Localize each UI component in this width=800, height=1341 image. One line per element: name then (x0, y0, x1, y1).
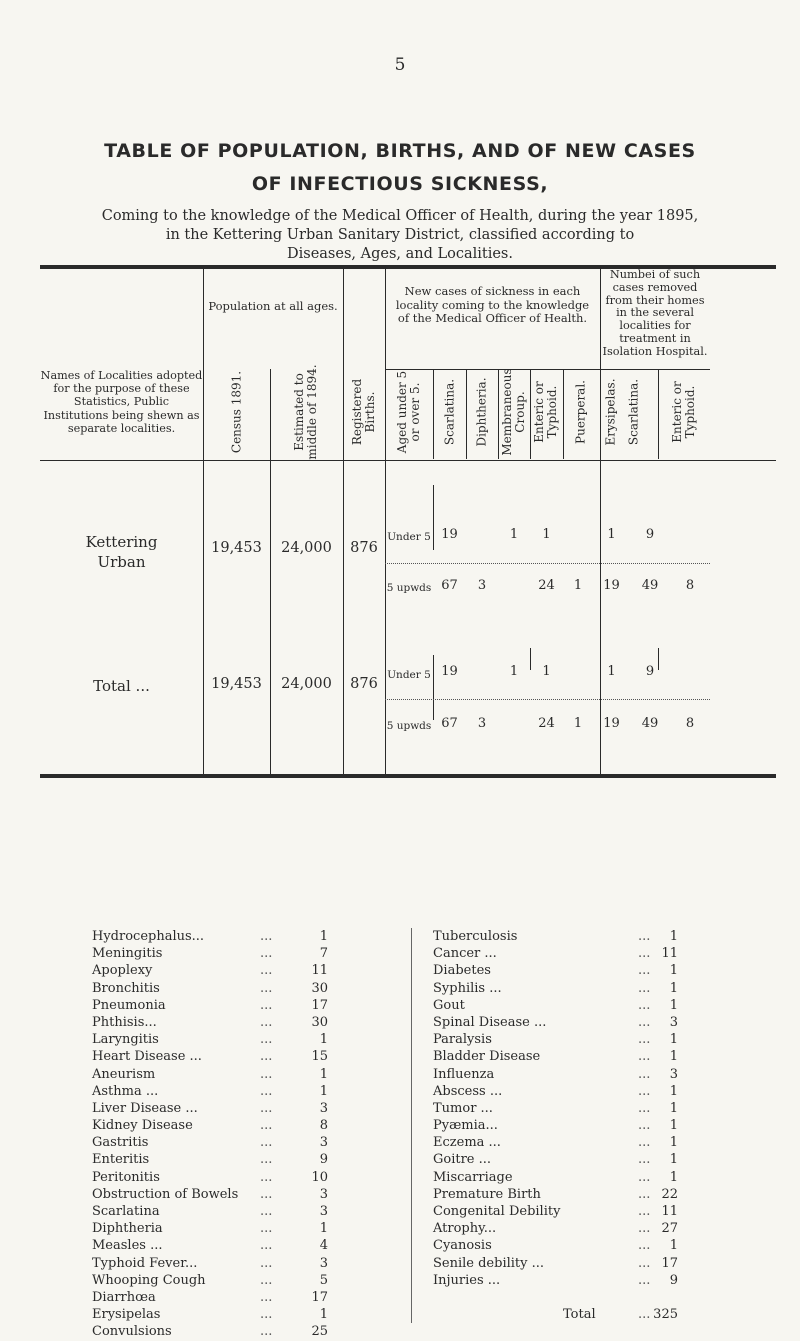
cause-name: Cancer ... (433, 946, 497, 962)
leader-dots: ... (638, 980, 651, 996)
leader-dots: ... (260, 1238, 273, 1254)
cause-name: Gout (433, 997, 465, 1013)
list-item (433, 1237, 678, 1254)
births-value: 876 (350, 676, 378, 692)
cause-count: 1 (669, 1152, 678, 1168)
leader-dots: ... (260, 1289, 273, 1305)
leader-dots: ... (638, 1221, 651, 1237)
leader-dots: ... (638, 1204, 651, 1219)
list-item (92, 1169, 328, 1186)
cause-count: 3 (319, 1135, 328, 1151)
cause-name: Asthma ... (92, 1083, 159, 1099)
list-item (92, 1289, 328, 1306)
leader-dots: ... (260, 1152, 273, 1168)
list-item (92, 997, 328, 1014)
cause-name: Liver Disease ... (92, 1100, 198, 1116)
cause-count: 17 (311, 997, 328, 1013)
header-membranous-croup: Membraneous Croup. (500, 368, 527, 456)
cause-name: Bladder Disease (433, 1049, 541, 1065)
cause-count: 27 (661, 1221, 678, 1237)
spacer (433, 1289, 678, 1306)
cause-name: Phthisis... (92, 1014, 157, 1030)
cause-count: 9 (669, 1272, 678, 1288)
list-item (433, 1134, 678, 1151)
list-item (92, 1014, 328, 1031)
cause-count: 1 (319, 929, 328, 944)
cell-value: 49 (641, 578, 659, 593)
cause-count: 22 (661, 1186, 678, 1202)
cause-count: 1 (669, 963, 678, 979)
leader-dots: ... (260, 1118, 273, 1134)
list-item (92, 1203, 328, 1220)
cause-count: 11 (311, 963, 328, 979)
cause-count: 3 (319, 1100, 328, 1116)
leader-dots: ... (260, 1066, 273, 1082)
cause-name: Measles ... (92, 1238, 163, 1254)
list-item (92, 945, 328, 962)
header-removed: Numbei of such cases removed from their homes in the several localities for treatment in Isolation Hospital. (602, 268, 708, 358)
cause-count: 11 (661, 946, 678, 962)
leader-dots: ... (638, 1186, 651, 1202)
cause-count: 7 (319, 946, 328, 962)
header-new-cases: New cases of sickness in each locality coming to the knowledge of the Medical Officer of Health. (395, 284, 590, 325)
list-item (92, 1134, 328, 1151)
estimated-value: 24,000 (281, 540, 332, 556)
cause-count: 1 (319, 1032, 328, 1048)
cause-name: Atrophy... (433, 1221, 497, 1237)
cause-name: Pyæmia... (433, 1118, 498, 1134)
table-row-locality: Kettering Urban (85, 533, 158, 571)
header-removed-enteric: Enteric or Typhoid. (670, 381, 697, 443)
cause-name: Bronchitis (92, 980, 160, 996)
column-divider (411, 928, 412, 1323)
list-item (92, 1255, 328, 1272)
cause-name: Laryngitis (92, 1032, 159, 1048)
causes-right-list (433, 928, 678, 1323)
cause-name: Diabetes (433, 963, 491, 979)
leader-dots: ... (260, 1049, 273, 1065)
header-enteric: Enteric or Typhoid. (532, 381, 559, 443)
list-item (433, 1066, 678, 1083)
table-bottom-rule (40, 774, 776, 778)
cause-count: 1 (669, 1238, 678, 1254)
leader-dots: ... (638, 963, 651, 979)
leader-dots: ... (260, 1032, 273, 1048)
cause-count: 25 (311, 1324, 328, 1340)
leader-dots: ... (638, 946, 651, 962)
cause-count: 1 (669, 997, 678, 1013)
list-item (433, 1117, 678, 1134)
cause-name: Spinal Disease ... (433, 1014, 547, 1030)
cause-count: 3 (669, 1014, 678, 1030)
cause-count: 1 (319, 1221, 328, 1237)
header-population: Population at all ages. (208, 299, 338, 313)
cell-value: 8 (685, 578, 695, 593)
cause-name: Syphilis ... (433, 980, 502, 996)
cause-count: 9 (319, 1152, 328, 1168)
list-item (433, 1083, 678, 1100)
cell-value: 67 (441, 578, 458, 593)
cause-name: Injuries ... (433, 1272, 501, 1288)
list-item (92, 1306, 328, 1323)
leader-dots: ... (260, 1255, 273, 1271)
page-title-line1: TABLE OF POPULATION, BIRTHS, AND OF NEW CASES (104, 140, 696, 162)
header-removed-scarlatina: Scarlatina. (626, 378, 641, 446)
cause-name: Gastritis (92, 1135, 149, 1151)
cause-count: 1 (669, 1083, 678, 1099)
cause-name: Pneumonia (92, 997, 166, 1013)
leader-dots: ... (260, 1083, 273, 1099)
age-label: Under 5 (387, 669, 431, 681)
list-item (92, 928, 328, 945)
cell-value: 1 (607, 664, 616, 679)
cause-count: 10 (311, 1169, 328, 1185)
list-item (433, 997, 678, 1014)
cause-count: 3 (319, 1186, 328, 1202)
list-item (92, 1066, 328, 1083)
leader-dots: ... (638, 1169, 651, 1185)
leader-dots: ... (260, 1324, 273, 1340)
list-item (92, 1220, 328, 1237)
leader-dots: ... (638, 1255, 651, 1271)
age-label: 5 upwds (386, 720, 432, 732)
list-item (433, 1014, 678, 1031)
cause-name: Scarlatina (92, 1204, 160, 1219)
header-scarlatina: Scarlatina. (442, 378, 457, 446)
leader-dots: ... (638, 1032, 651, 1048)
cell-value: 1 (573, 578, 583, 593)
total-count: 325 (653, 1307, 678, 1323)
census-value: 19,453 (211, 676, 262, 692)
total-label: Total (563, 1307, 596, 1323)
estimated-value: 24,000 (281, 676, 332, 692)
list-item (92, 1048, 328, 1065)
list-item (433, 1031, 678, 1048)
list-item (92, 1272, 328, 1289)
cause-name: Tumor ... (433, 1100, 493, 1116)
cause-name: Abscess ... (433, 1083, 503, 1099)
header-census: Census 1891. (229, 370, 244, 454)
leader-dots: ... (260, 946, 273, 962)
header-puerperal: Puerperal. (573, 380, 588, 444)
list-item (92, 1100, 328, 1117)
page-number: 5 (394, 55, 406, 75)
cause-name: Cyanosis (433, 1238, 492, 1254)
leader-dots: ... (638, 1152, 651, 1168)
list-item (433, 980, 678, 997)
cause-count: 1 (669, 1032, 678, 1048)
cause-name: Diphtheria (92, 1221, 163, 1237)
cause-name: Obstruction of Bowels (92, 1186, 239, 1202)
cause-name: Aneurism (92, 1066, 156, 1082)
leader-dots: ... (638, 1238, 651, 1254)
cell-value: 24 (538, 578, 555, 593)
intro-line3: Diseases, Ages, and Localities. (287, 246, 513, 262)
leader-dots: ... (638, 997, 651, 1013)
cause-name: Apoplexy (92, 963, 153, 979)
leader-dots: ... (260, 980, 273, 996)
cause-name: Erysipelas (92, 1307, 161, 1323)
cause-count: 8 (319, 1118, 328, 1134)
cause-name: Kidney Disease (92, 1118, 193, 1134)
leader-dots: ... (638, 1066, 651, 1082)
cause-name: Senile debility ... (433, 1255, 545, 1271)
leader-dots: ... (260, 1186, 273, 1202)
cause-name: Premature Birth (433, 1186, 541, 1202)
list-item (433, 962, 678, 979)
list-item (92, 980, 328, 997)
cause-name: Paralysis (433, 1032, 492, 1048)
list-item (92, 1117, 328, 1134)
cause-count: 1 (669, 980, 678, 996)
list-item (92, 1031, 328, 1048)
leader-dots: ... (260, 1169, 273, 1185)
cause-count: 1 (319, 1083, 328, 1099)
list-item (433, 1220, 678, 1237)
leader-dots: ... (638, 1100, 651, 1116)
header-aged: Aged under 5 or over 5. (395, 370, 422, 454)
cell-value: 1 (509, 664, 519, 679)
list-item (433, 945, 678, 962)
list-item (433, 1186, 678, 1203)
cause-count: 1 (319, 1066, 328, 1082)
cell-value: 24 (538, 716, 555, 731)
header-erysipelas: Erysipelas. (603, 378, 618, 446)
cause-name: Miscarriage (433, 1169, 513, 1185)
cell-value: 1 (542, 664, 551, 679)
cell-value: 9 (645, 664, 655, 679)
list-item (433, 928, 678, 945)
leader-dots: ... (638, 1307, 651, 1323)
leader-dots: ... (260, 1014, 273, 1030)
list-item (92, 1323, 328, 1340)
cause-name: Peritonitis (92, 1169, 160, 1185)
cause-name: Tuberculosis (433, 929, 518, 944)
list-item (92, 962, 328, 979)
cause-name: Congenital Debility (433, 1204, 561, 1219)
cell-value: 1 (607, 527, 616, 542)
cause-name: Diarrhœa (92, 1289, 156, 1305)
age-label: Under 5 (387, 531, 431, 543)
header-localities: Names of Localities adopted for the purpose of these Statistics, Public Institutions being shewn as separate localities. (40, 369, 203, 435)
list-item (92, 1237, 328, 1254)
cell-value: 1 (573, 716, 583, 731)
census-value: 19,453 (211, 540, 262, 556)
leader-dots: ... (260, 963, 273, 979)
list-item (92, 1151, 328, 1168)
cause-count: 15 (311, 1049, 328, 1065)
leader-dots: ... (638, 1083, 651, 1099)
list-item (92, 1186, 328, 1203)
cause-name: Convulsions (92, 1324, 172, 1340)
list-item (92, 1083, 328, 1100)
header-diphtheria: Diphtheria. (474, 377, 489, 447)
cause-name: Hydrocephalus... (92, 929, 205, 944)
cause-count: 11 (661, 1204, 678, 1219)
cause-name: Typhoid Fever... (92, 1255, 198, 1271)
cell-value: 3 (477, 578, 487, 593)
leader-dots: ... (638, 1014, 651, 1030)
cause-count: 30 (311, 1014, 328, 1030)
cause-count: 30 (311, 980, 328, 996)
leader-dots: ... (638, 929, 651, 944)
cause-name: Eczema ... (433, 1135, 501, 1151)
cause-count: 1 (669, 1118, 678, 1134)
cell-value: 19 (441, 664, 458, 679)
cause-name: Enteritis (92, 1152, 150, 1168)
intro-text (20, 207, 780, 264)
cause-count: 3 (669, 1066, 678, 1082)
cause-count: 1 (319, 1307, 328, 1323)
leader-dots: ... (260, 1204, 273, 1219)
causes-left-list (92, 928, 328, 1341)
list-item (433, 1255, 678, 1272)
intro-line2: in the Kettering Urban Sanitary District, classified according to (165, 227, 635, 243)
cause-name: Goitre ... (433, 1152, 492, 1168)
cause-count: 3 (319, 1255, 328, 1271)
cell-value: 67 (441, 716, 458, 731)
cell-value: 9 (645, 527, 655, 542)
list-item (433, 1100, 678, 1117)
cause-count: 5 (319, 1272, 328, 1288)
leader-dots: ... (260, 1221, 273, 1237)
list-item (433, 1272, 678, 1289)
cell-value: 8 (685, 716, 695, 731)
leader-dots: ... (260, 997, 273, 1013)
list-item (433, 1048, 678, 1065)
cell-value: 19 (603, 578, 620, 593)
leader-dots: ... (638, 1272, 651, 1288)
table-row-total-label: Total ... (93, 677, 150, 695)
page-title-line2: OF INFECTIOUS SICKNESS, (251, 173, 549, 195)
list-item (433, 1203, 678, 1220)
cause-name: Whooping Cough (92, 1272, 206, 1288)
intro-line1: Coming to the knowledge of the Medical Officer of Health, during the year 1895, (101, 208, 699, 224)
cause-name: Meningitis (92, 946, 163, 962)
cause-count: 17 (661, 1255, 678, 1271)
cause-name: Influenza (433, 1066, 495, 1082)
leader-dots: ... (260, 929, 273, 944)
cell-value: 1 (542, 527, 551, 542)
cell-value: 1 (509, 527, 519, 542)
leader-dots: ... (260, 1272, 273, 1288)
cause-count: 1 (669, 1135, 678, 1151)
cause-count: 1 (669, 1100, 678, 1116)
leader-dots: ... (260, 1307, 273, 1323)
total-row (433, 1306, 678, 1323)
age-label: 5 upwds (386, 582, 432, 594)
leader-dots: ... (638, 1135, 651, 1151)
header-births: Registered Births. (350, 378, 377, 446)
leader-dots: ... (260, 1135, 273, 1151)
leader-dots: ... (638, 1118, 651, 1134)
cause-count: 4 (319, 1238, 328, 1254)
list-item (433, 1151, 678, 1168)
cause-count: 1 (669, 929, 678, 944)
cause-count: 3 (319, 1204, 328, 1219)
cell-value: 19 (603, 716, 620, 731)
cause-count: 1 (669, 1169, 678, 1185)
cause-count: 17 (311, 1289, 328, 1305)
leader-dots: ... (260, 1100, 273, 1116)
header-estimated: Estimated to middle of 1894. (292, 364, 319, 460)
cause-name: Heart Disease ... (92, 1049, 202, 1065)
list-item (433, 1169, 678, 1186)
cause-count: 1 (669, 1049, 678, 1065)
births-value: 876 (350, 540, 378, 556)
cell-value: 3 (477, 716, 487, 731)
cell-value: 19 (441, 527, 458, 542)
leader-dots: ... (638, 1049, 651, 1065)
cell-value: 49 (641, 716, 659, 731)
